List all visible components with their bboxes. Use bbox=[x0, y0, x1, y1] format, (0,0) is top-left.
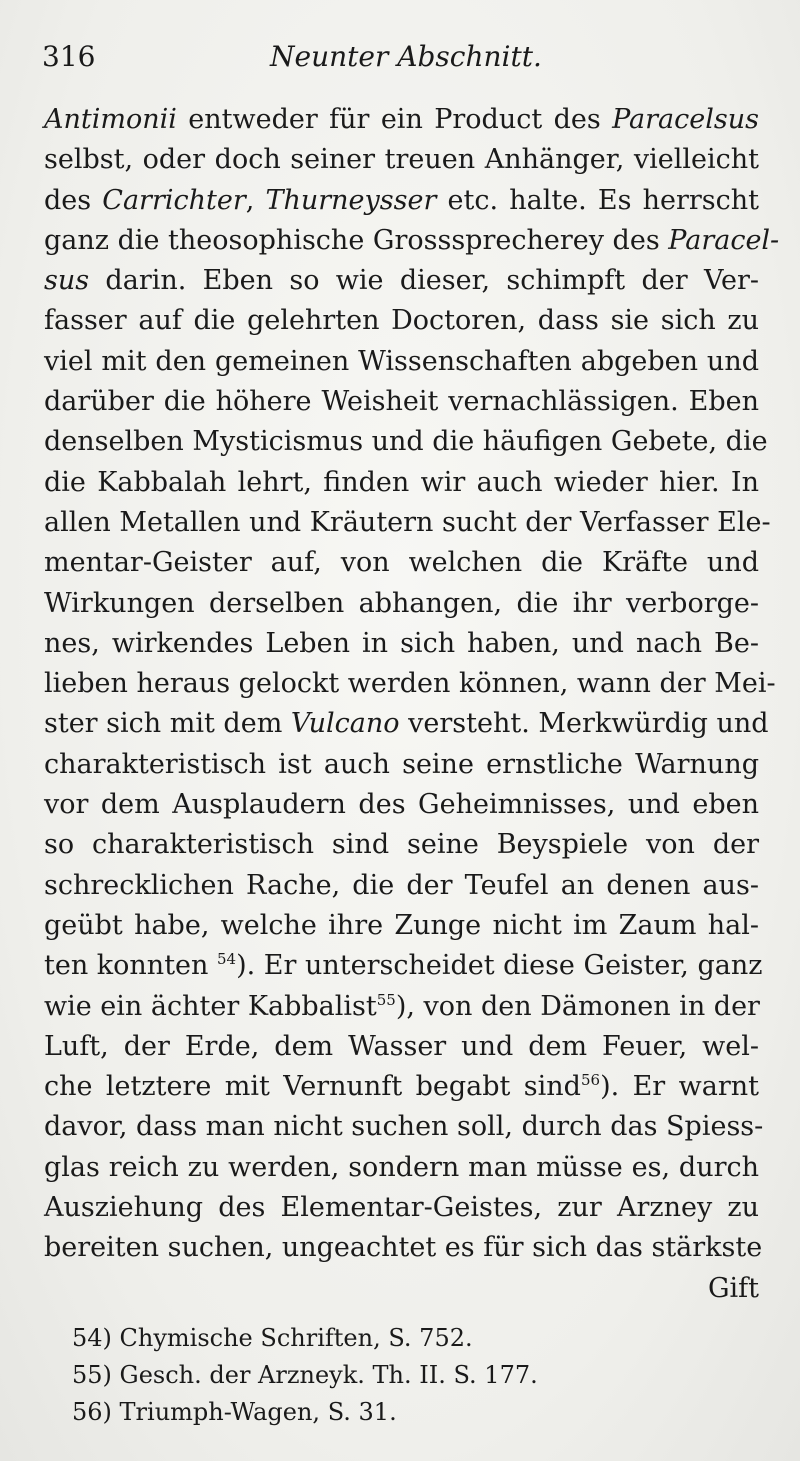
text-span: die Kabbalah lehrt, finden wir auch wieder hier. In bbox=[44, 466, 759, 498]
text-line bbox=[44, 261, 759, 301]
text-span: ). Er unterscheidet diese Geister, ganz bbox=[236, 950, 763, 982]
text-span: ten konnten bbox=[44, 950, 217, 982]
text-span: lieben heraus gelockt werden können, wann der Mei- bbox=[44, 668, 776, 700]
text-span: ). Er warnt bbox=[600, 1071, 759, 1103]
text-span: denselben Mysticismus und die häufigen Gebete, die bbox=[44, 426, 768, 458]
italic-text: Paracel- bbox=[668, 224, 780, 256]
text-span: schrecklichen Rache, die der Teufel an denen aus- bbox=[44, 869, 759, 901]
text-span: ), von den Dämonen in der bbox=[395, 990, 760, 1022]
text-span: glas reich zu werden, sondern man müsse es, durch bbox=[44, 1151, 759, 1183]
text-line bbox=[44, 906, 759, 946]
text-line bbox=[44, 422, 768, 462]
text-line bbox=[44, 342, 759, 382]
text-line bbox=[44, 221, 780, 261]
text-span: Ausziehung des Elementar-Geistes, zur Arzney zu bbox=[44, 1192, 759, 1224]
text-line bbox=[44, 624, 759, 664]
footnote-ref: 56 bbox=[580, 1071, 601, 1090]
text-span: ster sich mit dem bbox=[44, 708, 291, 740]
text-line bbox=[44, 1148, 759, 1188]
italic-text: Vulcano bbox=[290, 708, 400, 740]
text-line bbox=[44, 100, 759, 140]
text-line bbox=[44, 987, 759, 1027]
text-span: , bbox=[245, 184, 266, 216]
footnote-56: 56) Triumph-Wagen, S. 31. bbox=[72, 1398, 397, 1426]
text-span: charakteristisch ist auch seine ernstliche Warnung bbox=[44, 748, 759, 780]
text-span: darüber die höhere Weisheit vernachlässigen. Eben bbox=[44, 386, 759, 418]
text-line bbox=[44, 745, 759, 785]
text-line bbox=[44, 866, 759, 906]
text-line bbox=[44, 825, 759, 865]
text-span: mentar-Geister auf, von welchen die Kräfte und bbox=[44, 547, 759, 579]
italic-text: Paracelsus bbox=[612, 104, 759, 135]
running-head: Neunter Abschnitt. bbox=[270, 40, 542, 73]
page-number: 316 bbox=[42, 40, 96, 73]
text-line bbox=[44, 181, 759, 221]
text-line bbox=[44, 382, 759, 422]
text-line bbox=[44, 543, 759, 583]
text-line bbox=[44, 1067, 759, 1107]
footnote-ref: 54 bbox=[217, 950, 237, 969]
body-text bbox=[44, 100, 780, 1309]
text-span: entweder für ein Product des bbox=[176, 104, 613, 135]
footnote-54: 54) Chymische Schriften, S. 752. bbox=[72, 1324, 473, 1352]
text-line bbox=[44, 1188, 759, 1228]
text-span: allen Metallen und Kräutern sucht der Verfasser Ele- bbox=[44, 506, 771, 538]
text-span: so charakteristisch sind seine Beyspiele von der bbox=[44, 829, 759, 861]
text-span: versteht. Merkwürdig und bbox=[399, 708, 769, 740]
text-span: viel mit den gemeinen Wissenschaften abgeben und bbox=[44, 345, 759, 377]
text-line bbox=[44, 785, 759, 825]
text-line bbox=[44, 1269, 759, 1309]
italic-text: Thurneysser bbox=[265, 184, 437, 216]
text-span: darin. Eben so wie dieser, schimpft der Ver- bbox=[89, 265, 759, 297]
text-line bbox=[44, 584, 759, 624]
text-span: vor dem Ausplaudern des Geheimnisses, und eben bbox=[44, 789, 759, 821]
text-line bbox=[44, 463, 759, 503]
text-span: Wirkungen derselben abhangen, die ihr verborge- bbox=[44, 587, 759, 619]
text-span: che letztere mit Vernunft begabt sind bbox=[44, 1071, 581, 1103]
text-line bbox=[44, 946, 763, 986]
text-line bbox=[44, 140, 759, 180]
text-line bbox=[44, 1228, 763, 1268]
text-span: wie ein ächter Kabbalist bbox=[44, 990, 377, 1022]
text-line bbox=[44, 503, 771, 543]
text-span: ganz die theosophische Grosssprecherey des bbox=[44, 224, 669, 256]
italic-text: sus bbox=[44, 265, 90, 297]
text-span: davor, dass man nicht suchen soll, durch das Spiess- bbox=[44, 1111, 764, 1143]
text-span: etc. halte. Es herrscht bbox=[436, 184, 760, 216]
text-line bbox=[44, 1107, 764, 1147]
footnote-55: 55) Gesch. der Arzneyk. Th. II. S. 177. bbox=[72, 1361, 538, 1389]
text-span: bereiten suchen, ungeachtet es für sich das stärkste bbox=[44, 1232, 763, 1264]
text-span: des bbox=[44, 184, 103, 216]
text-line bbox=[44, 301, 759, 341]
text-span: nes, wirkendes Leben in sich haben, und nach Be- bbox=[44, 627, 759, 659]
footnotes bbox=[72, 1320, 672, 1431]
page-header bbox=[42, 38, 762, 78]
text-span: Luft, der Erde, dem Wasser und dem Feuer, wel- bbox=[44, 1030, 759, 1062]
text-line bbox=[44, 1027, 759, 1067]
text-line bbox=[44, 704, 769, 744]
text-span: geübt habe, welche ihre Zunge nicht im Zaum hal- bbox=[44, 909, 759, 941]
text-span: fasser auf die gelehrten Doctoren, dass sie sich zu bbox=[44, 305, 759, 337]
italic-text: Antimonii bbox=[44, 104, 177, 135]
text-span: selbst, oder doch seiner treuen Anhänger, vielleicht bbox=[44, 144, 759, 176]
text-span: Gift bbox=[707, 1272, 759, 1304]
italic-text: Carrichter bbox=[102, 184, 246, 216]
footnote-ref: 55 bbox=[376, 990, 396, 1009]
text-line bbox=[44, 664, 776, 704]
